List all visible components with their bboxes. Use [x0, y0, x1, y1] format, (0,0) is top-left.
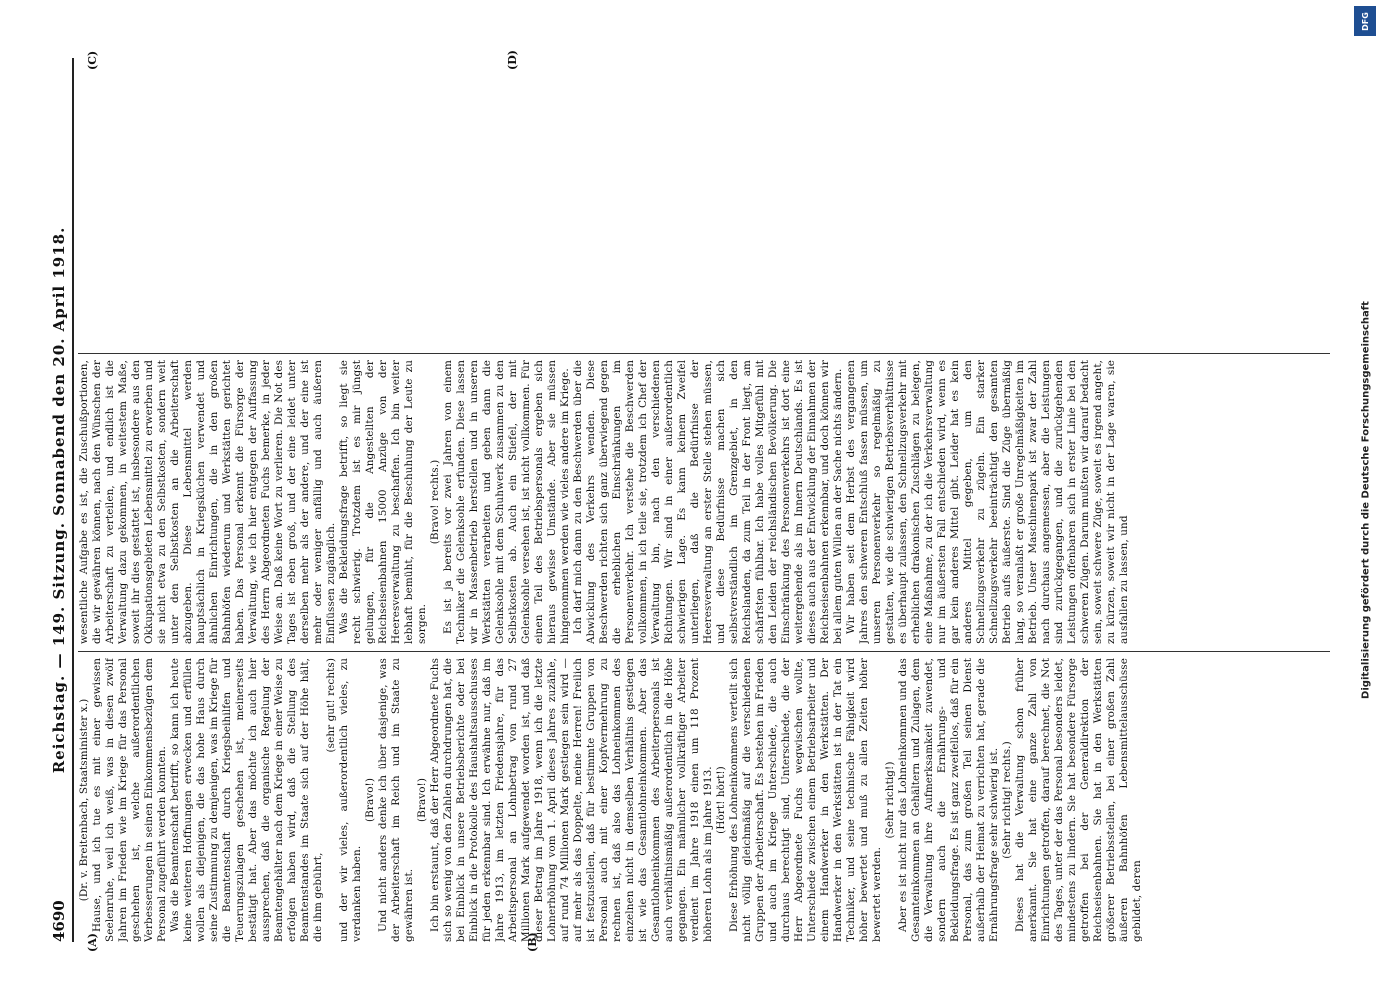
paragraph: Ich bin erstaunt, daß der Herr Abgeordnete Fuchs sich so wenig von den Zahlen durchdrungen hat, die bei Einblick in unsere Betriebsberichte oder bei Einblick in die Protokolle des Haushaltsausschusses für jeden erkennbar sind. Ich erwähne nur, daß im Jahre 1913, im letzten Friedensjahre, für das Arbeitspersonal an Lohnbetrag von rund 27 Millionen Mark aufgewendet worden ist, und daß dieser Betrag im Jahre 1918, wenn ich die letzte Lohnerhöhung vom 1. April dieses Jahres zuzähle, auf rund 74 Millionen Mark gestiegen sein wird — auf mehr als das Doppelte, meine Herren! Freilich ist festzustellen, daß für bestimmte Gruppen von Personal auch mit einer Kopfvermehrung zu rechnen ist, daß also das Lohneinkommen des einzelnen nicht in demselben Verhältnis gestiegen ist wie das Gesamtlohneinkommen. Aber das Gesamtlohneinkommen des Arbeiterpersonals ist auch verhältnismäßig außerordentlich in die Höhe gegangen. Ein männlicher vollkräftiger Arbeiter verdient im Jahre 1918 einen um 118 Prozent höheren Lohn als im Jahre 1913.: [429, 658, 714, 942]
interjection: (Sehr richtig! rechts.): [1001, 741, 1013, 859]
paragraph: Was die Bekleidungsfrage betrifft, so liegt sie recht schwierig. Trotzdem ist es mir jüngst gelungen, für die Angestellten der Reichseisenbahnen 15000 Anzüge von der Heeresverwaltung zu beschaffen. Ich bin weiter lebhaft bemüht, für die Beschuhung der Leute zu sorgen.: [338, 360, 428, 644]
paragraph: Dieses hat die Verwaltung schon früher anerkannt. Sie hat eine ganze Zahl von Einrichtungen getroffen, darauf berechnet, die Not des Tages, unter der das Personal besonders leidet, mindestens zu lindern. Sie hat besondere Fürsorge getroffen bei der Generaldirektion der Reichseisenbahnen. Sie hat in den Werkstätten größerer Betriebsstellen, bei einer großen Zahl äußeren Bahnhöfen Lebensmittelausschüsse gebildet, deren: [1014, 658, 1143, 942]
margin-marker-d: (D): [506, 50, 519, 70]
interjection: (Bravo! rechts.): [429, 459, 441, 545]
page-number: 4690: [50, 900, 68, 942]
paragraph: Es ist ja bereits vor zwei Jahren von einem Techniker die Gelenksohle erfunden. Diese lassen wir in Massenbetrieb herstellen und in unseren Werkstätten verarbeiten und geben dann die Gelenksohle mit dem Schuhwerk zusammen zu den Selbstkosten ab. Auch ein Stiefel, der mit Gelenksohle versehen ist, ist nicht vollkommen. Für einen Teil des Betriebspersonals ergeben sich hieraus gewisse Umstände. Aber sie müssen hingenommen werden wie vieles andere im Kriege.: [442, 360, 571, 644]
interjection: (Bravo!): [416, 778, 428, 823]
interjection: (sehr gut! rechts): [325, 658, 337, 753]
page-title: Reichstag. — 149. Sitzung. Sonnabend den 20. April 1918.: [50, 226, 68, 774]
interjection: (Sehr richtig!): [884, 761, 896, 839]
margin-marker-b: (B): [526, 932, 539, 952]
margin-marker-c: (C): [86, 50, 99, 70]
paragraph: Wir haben seit dem Herbst des vergangenen Jahres den schweren Entschluß fassen müssen, um unseren Personenverkehr so regelmäßig zu gestalten, wie die schwierigen Betriebsverhältnisse es überhaupt zulassen, den Schnellzugsverkehr mit erheblichen drakonischen Zuschlägen zu belegen, eine Maßnahme, zu der ich die Verkehrsverwaltung nur im äußersten Fall entschieden wird, wenn es gar kein anderes Mittel gibt. Leider hat es kein anderes Mittel gegeben, um den Schnellzugsverkehr zu zügeln. Ein starker Schnellzugsverkehr beeinträchtigt den gesamten Betrieb aufs äußerste. Sind die Züge übermäßig lang, so veranlaßt er große Unregelmäßigkeiten im Betrieb. Unser Maschinenpark ist zwar der Zahl nach durchaus angemessen, aber die Leistungen sind zurückgegangen, und die zurückgehenden Leistungen offenbaren sich in erster Linie bei den schweren Zügen. Darum mußten wir darauf bedacht sein, soweit schwere Züge, soweit es irgend angeht, zu kürzen, soweit wir nicht in der Lage waren, sie ausfallen zu lassen, und: [845, 360, 1130, 644]
page-header: [50, 58, 74, 942]
margin-marker-a: (A): [86, 933, 99, 952]
paragraph: Diese Erhöhung des Lohneinkommens verteilt sich nicht völlig gleichmäßig auf die verschiedenen Gruppen der Arbeiterschaft. Es bestehen im Frieden und auch im Kriege Unterschiede, die auch durchaus berechtigt sind, Unterschiede, die der Herr Abgeordnete Fuchs wegwischen wollte, Unterschiede zwischen einem Betriebsarbeiter und einem Handwerker in den Werkstätten. Der Handwerker in den Werkstätten ist in der Tat ein Techniker, und seine technische Fähigkeit wird höher bewertet und muß zu allen Zeiten höher bewertet werden.: [728, 658, 883, 942]
text-column-1: [78, 658, 1330, 942]
digitization-credit: [1349, 0, 1383, 1000]
speaker-note: (Dr. v. Breitenbach, Staatsminister x.): [78, 698, 90, 902]
paragraph: und der wir vieles, außerordentlich vieles, zu verdanken haben.: [338, 658, 363, 942]
paragraph: Aber es ist nicht nur das Lohneinkommen und das Gesamteinkommen an Gehältern und Zulagen, dem die Verwaltung ihre Aufmerksamkeit zuwendet, sondern auch die Ernährungs- und Bekleidungsfrage. Es ist ganz zweifellos, daß für ein Personal, das zum großen Teil seinen Dienst außerhalb der Heimat zu verrichten hat, gerade die Ernährungsfrage sehr schwierig ist.: [897, 658, 1000, 942]
paragraph: Hause, und ich tue es mit einer gewissen Seelenruhe, weil ich weiß, was in diesen zwölf Jahren im Frieden wie im Kriege für das Personal geschehen ist, welche außerordentlichen Verbesserungen in seinen Einkommensbezügen dem Personal zugeführt werden konnten.: [91, 658, 168, 942]
dfg-logo: DFG: [1354, 6, 1376, 36]
text-column-2: [78, 360, 1330, 644]
paragraph: Und nicht anders denke ich über dasjenige, was der Arbeiterschaft im Reich und im Staate zu gewähren ist.: [377, 658, 415, 942]
paragraph: Was die Beamtenschaft betrifft, so kann ich heute keine weiteren Hoffnungen erwecken und erfüllen wollen als diejenigen, die das hohe Haus durch seine Zustimmung zu demjenigen, was im Kriege für die Beamtenschaft durch Kriegsbeihilfen und Teuerungszulagen geschehen ist, meinerseits bestätigt hat. Aber das möchte ich auch hier aussprechen, daß die organische Regelung der Beamtengehälter nach dem Kriege in einer Weise zu erfolgen haben wird, daß die Stellung des Beamtenstandes im Staate sich auf der Höhe hält, die ihm gebührt,: [169, 658, 324, 942]
column-divider: [78, 353, 1330, 354]
paragraph: Ich darf mich dann zu den Beschwerden über die Abwicklung des Verkehrs wenden. Diese Beschwerden richten sich ganz überwiegend gegen die erheblichen Einschränkungen im Personenverkehr. Ich verstehe die Beschwerden vollkommen, in ich teile sie, trotzdem ich Chef der Verwaltung bin, nach den verschiedenen Richtungen. Wir sind in einer außerordentlich schwierigen Lage. Es kann keinem Zweifel unterliegen, daß die Bedürfnisse der Heeresverwaltung an erster Stelle stehen müssen, und diese Bedürfnisse machen sich selbstverständlich im Grenzgebiet, in den Reichslanden, da zum Teil in der Front liegt, am schärfsten fühlbar. Ich habe volles Mitgefühl mit den Leiden der reichsländischen Bevölkerung. Die Einschränkung des Personenverkehrs ist dort eine weitergehende als im Innern Deutschlands. Es ist dieses auch aus der Entwicklung der Einnahmen der Reichseisenbahnen erkennbar, und doch können wir bei allem guten Willen an der Sache nichts ändern.: [572, 360, 844, 644]
text-column-3: [78, 62, 1330, 346]
credit-text: Digitalisierung gefördert durch die Deutsche Forschungsgemeinschaft: [1360, 301, 1372, 699]
newspaper-page: [46, 50, 1336, 950]
interjection: (Hört! hört!): [715, 766, 727, 834]
interjection: (Bravo!): [364, 778, 376, 823]
column-divider: [78, 651, 1330, 652]
paragraph: wesentliche Aufgabe es ist, die Zuschußportionen, die wir gewähren können, nach den Wünschen der Arbeiterschaft zu verteilen, und endlich ist die Verwaltung dazu gekommen, in weitestem Maße, soweit ihr dies gestattet ist, insbesondere aus den Okkupationsgebieten Lebensmittel zu erwerben und sie nicht etwa zu den Selbstkosten, sondern weit unter den Selbstkosten an die Arbeiterschaft abzugeben. Diese Lebensmittel werden hauptsächlich in Kriegsküchen verwendet und ähnlichen Einrichtungen, die in den großen Bahnhöfen wiederum und Werkstätten gerichtet haben. Das Personal erkennt die Fürsorge der Verwaltung, wie ich hier entgegen der Auffassung des Herrn Abgeordneten Fuchs bemerke, in jeder Weise an. Daß keine Wort zu verlieren. Die Not des Tages ist eben groß, und der eine leidet unter derselben mehr als der andere, und der eine ist mehr oder weniger anfällig und auch äußeren Einflüssen zugänglich.: [78, 360, 337, 644]
